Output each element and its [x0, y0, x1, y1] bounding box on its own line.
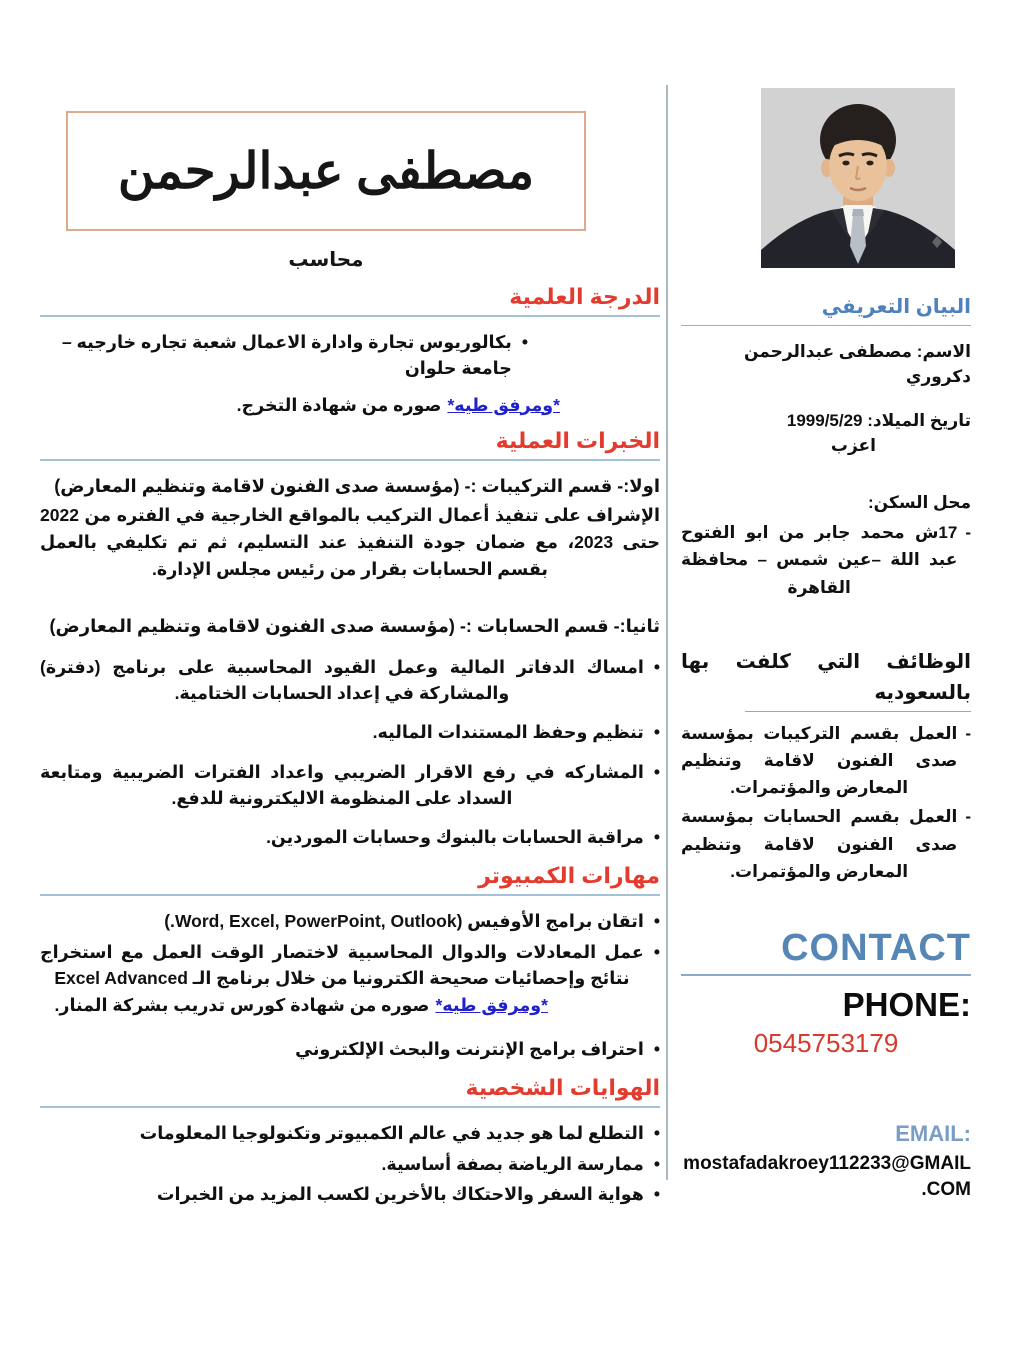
list-item: • عمل المعادلات والدوال المحاسبية لاختصار الوقت العمل مع استخراج نتائج وإحصائيات صحيحة الكترونيا من خلال برنامج الـ Excel Advanced [40, 939, 660, 992]
attachment-link[interactable]: *ومرفق طيه* [435, 995, 548, 1016]
attachment-line-education [40, 395, 660, 416]
section-rule [681, 325, 971, 326]
saudi-job-item: - العمل بقسم التركيبات بمؤسسة صدى الفنون لاقامة وتنظيم المعارض والمؤتمرات. [681, 720, 971, 802]
candidate-name: مصطفى عبدالرحمن [117, 143, 535, 199]
role-heading-first: اولا:- قسم التركيبات :- (مؤسسة صدى الفنون لاقامة وتنظيم المعارض) [54, 475, 660, 496]
list-item: • تنظيم وحفظ المستندات الماليه. [40, 719, 660, 745]
section-title-hobbies: الهوايات الشخصية [465, 1075, 660, 1101]
profile-marital-status: اعزب [830, 435, 876, 455]
attachment-note: صوره من شهادة التخرج. [236, 394, 442, 415]
list-item: • احتراف برامج الإنترنت والبحث الإلكتروني [40, 1036, 660, 1062]
saudi-job-item: - العمل بقسم الحسابات بمؤسسة صدى الفنون لاقامة وتنظيم المعارض والمؤتمرات. [681, 803, 971, 885]
education-list [40, 329, 660, 382]
profile-name-line: الاسم: مصطفى عبدالرحمن دكروري [743, 342, 971, 386]
role-heading-second: ثانيا:- قسم الحسابات :- (مؤسسة صدى الفنون لاقامة وتنظيم المعارض) [49, 615, 660, 636]
role-description-first: الإشراف على تنفيذ أعمال التركيب بالمواقع الخارجية في الفتره من 2022 حتى 2023، مع ضمان جودة التنفيذ عند التسليم، ثم تم تكليفي بالعمل بقسم الحسابات بقرار من رئيس مجلس الإدارة. [40, 504, 661, 579]
profile-address-label: محل السكن: [867, 492, 971, 512]
hobbies-list [40, 1120, 660, 1207]
column-divider [666, 85, 668, 1180]
section-title-profile: البيان التعريفي [821, 296, 971, 318]
section-rule [681, 974, 971, 976]
profile-photo [761, 88, 955, 268]
list-item: • التطلع لما هو جديد في عالم الكمبيوتر وتكنولوجيا المعلومات [40, 1120, 660, 1146]
list-item: • ممارسة الرياضة بصفة أساسية. [40, 1151, 660, 1177]
main-column [40, 104, 660, 1211]
attachment-link[interactable]: *ومرفق طيه* [447, 394, 560, 415]
section-rule [40, 1106, 660, 1108]
section-title-computer-skills: مهارات الكمبيوتر [478, 863, 660, 889]
email-label: EMAIL: [895, 1120, 971, 1146]
list-item: • المشاركه في رفع الاقرار الضريبي واعداد الفترات الضريبية ومتابعة السداد على المنظومة الاليكترونية للدفع. [40, 759, 660, 812]
name-box [66, 111, 586, 231]
computer-skills-list-extra [40, 1036, 660, 1062]
section-title-education: الدرجة العلمية [509, 284, 660, 309]
section-title-saudi-jobs: الوظائف التي كلفت بها بالسعوديه [681, 650, 971, 704]
section-rule [745, 711, 971, 712]
contact-title: CONTACT [781, 926, 971, 969]
attachment-line-skills [40, 995, 660, 1016]
list-item: • امساك الدفاتر المالية وعمل القيود المحاسبية على برنامج (دفترة) والمشاركة في إعداد الحسابات الختامية. [40, 654, 660, 707]
computer-skills-list [40, 908, 660, 991]
attachment-note: صوره من شهادة كورس تدريب بشركة المنار. [54, 995, 430, 1016]
phone-value: 0545753179 [753, 1027, 899, 1058]
email-value: mostafadakroey112233@GMAIL.COM [683, 1152, 971, 1201]
section-rule [40, 894, 660, 896]
list-item [40, 329, 528, 382]
phone-label: PHONE: [842, 985, 971, 1023]
list-item: • مراقبة الحسابات بالبنوك وحسابات الموردين. [40, 824, 660, 850]
sidebar-column [681, 88, 971, 1204]
section-title-experience: الخبرات العملية [495, 427, 660, 453]
profile-address: - 17ش محمد جابر من ابو الفتوح عبد اللة –عين شمس – محافظة القاهرة [681, 519, 971, 601]
education-degree: • بكالوريوس تجارة وادارة الاعمال شعبة تجاره خارجيه – جامعة حلوان [61, 332, 512, 379]
list-item: • هواية السفر والاحتكاك بالأخرين لكسب المزيد من الخبرات [40, 1181, 660, 1207]
job-title: محاسب [288, 249, 364, 271]
section-rule [40, 459, 660, 461]
list-item: • اتقان برامج الأوفيس (Word, Excel, PowerPoint, Outlook.) [40, 908, 660, 934]
section-rule [40, 315, 660, 317]
experience-bullet-list [40, 654, 660, 851]
profile-dob-line: تاريخ الميلاد: 1999/5/29 [786, 411, 971, 431]
